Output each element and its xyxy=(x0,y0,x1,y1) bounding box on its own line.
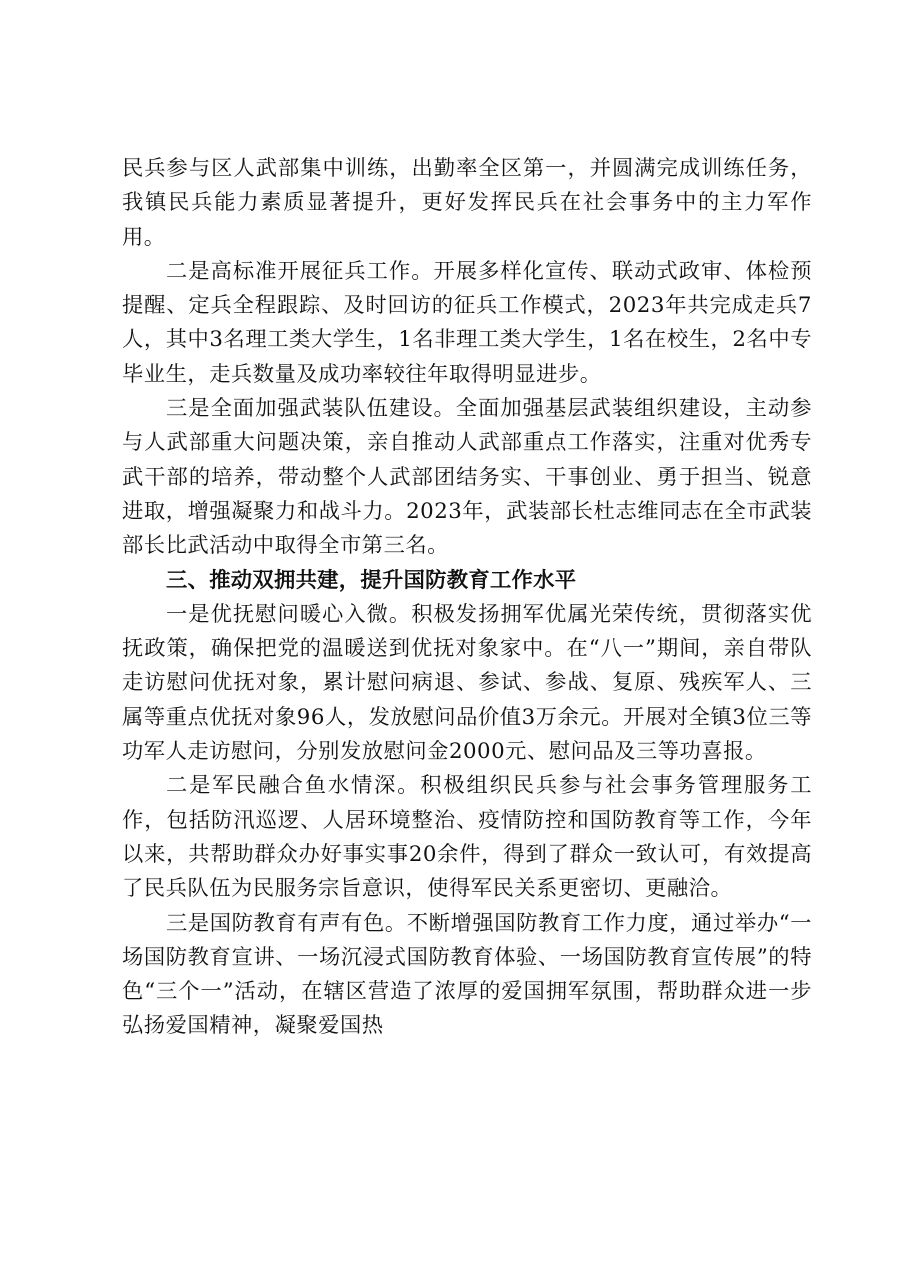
paragraph-military-civilian: 二是军民融合鱼水情深。积极组织民兵参与社会事务管理服务工作，包括防汛巡逻、人居环境整治、疫情防控和国防教育等工作，今年以来，共帮助群众办好事实事20余件，得到了群众一致认可，有效提高了民兵队伍为民服务宗旨意识，使得军民关系更密切、更融洽。 xyxy=(122,773,812,902)
paragraph-defense-education: 三是国防教育有声有色。不断增强国防教育工作力度，通过举办“一场国防教育宣讲、一场沉浸式国防教育体验、一场国防教育宣传展”的特色“三个一”活动，在辖区营造了浓厚的爱国拥军氛围，帮助群众进一步弘扬爱国精神，凝聚爱国热 xyxy=(122,910,812,1039)
paragraph-conscription: 二是高标准开展征兵工作。开展多样化宣传、联动式政审、体检预提醒、定兵全程跟踪、及时回访的征兵工作模式，2023年共完成走兵7人，其中3名理工类大学生，1名非理工类大学生，1名在校生，2名中专毕业生，走兵数量及成功率较往年取得明显进步。 xyxy=(122,258,812,387)
paragraph-armed-forces: 三是全面加强武装队伍建设。全面加强基层武装组织建设，主动参与人武部重大问题决策，亲自推动人武部重点工作落实，注重对优秀专武干部的培养，带动整个人武部团结务实、干事创业、勇于担当、锐意进取，增强凝聚力和战斗力。2023年，武装部长杜志维同志在全市武装部长比武活动中取得全市第三名。 xyxy=(122,396,812,559)
section-heading: 三、推动双拥共建，提升国防教育工作水平 xyxy=(166,567,577,593)
paragraph-continuation: 民兵参与区人武部集中训练，出勤率全区第一，并圆满完成训练任务，我镇民兵能力素质显著提升，更好发挥民兵在社会事务中的主力军作用。 xyxy=(122,156,812,250)
paragraph-condolence: 一是优抚慰问暖心入微。积极发扬拥军优属光荣传统，贯彻落实优抚政策，确保把党的温暖送到优抚对象家中。在“八一”期间，亲自带队走访慰问优抚对象，累计慰问病退、参试、参战、复原、残疾军人、三属等重点优抚对象96人，发放慰问品价值3万余元。开展对全镇3位三等功军人走访慰问，分别发放慰问金2000元、慰问品及三等功喜报。 xyxy=(122,601,812,765)
document-body xyxy=(122,152,812,1044)
